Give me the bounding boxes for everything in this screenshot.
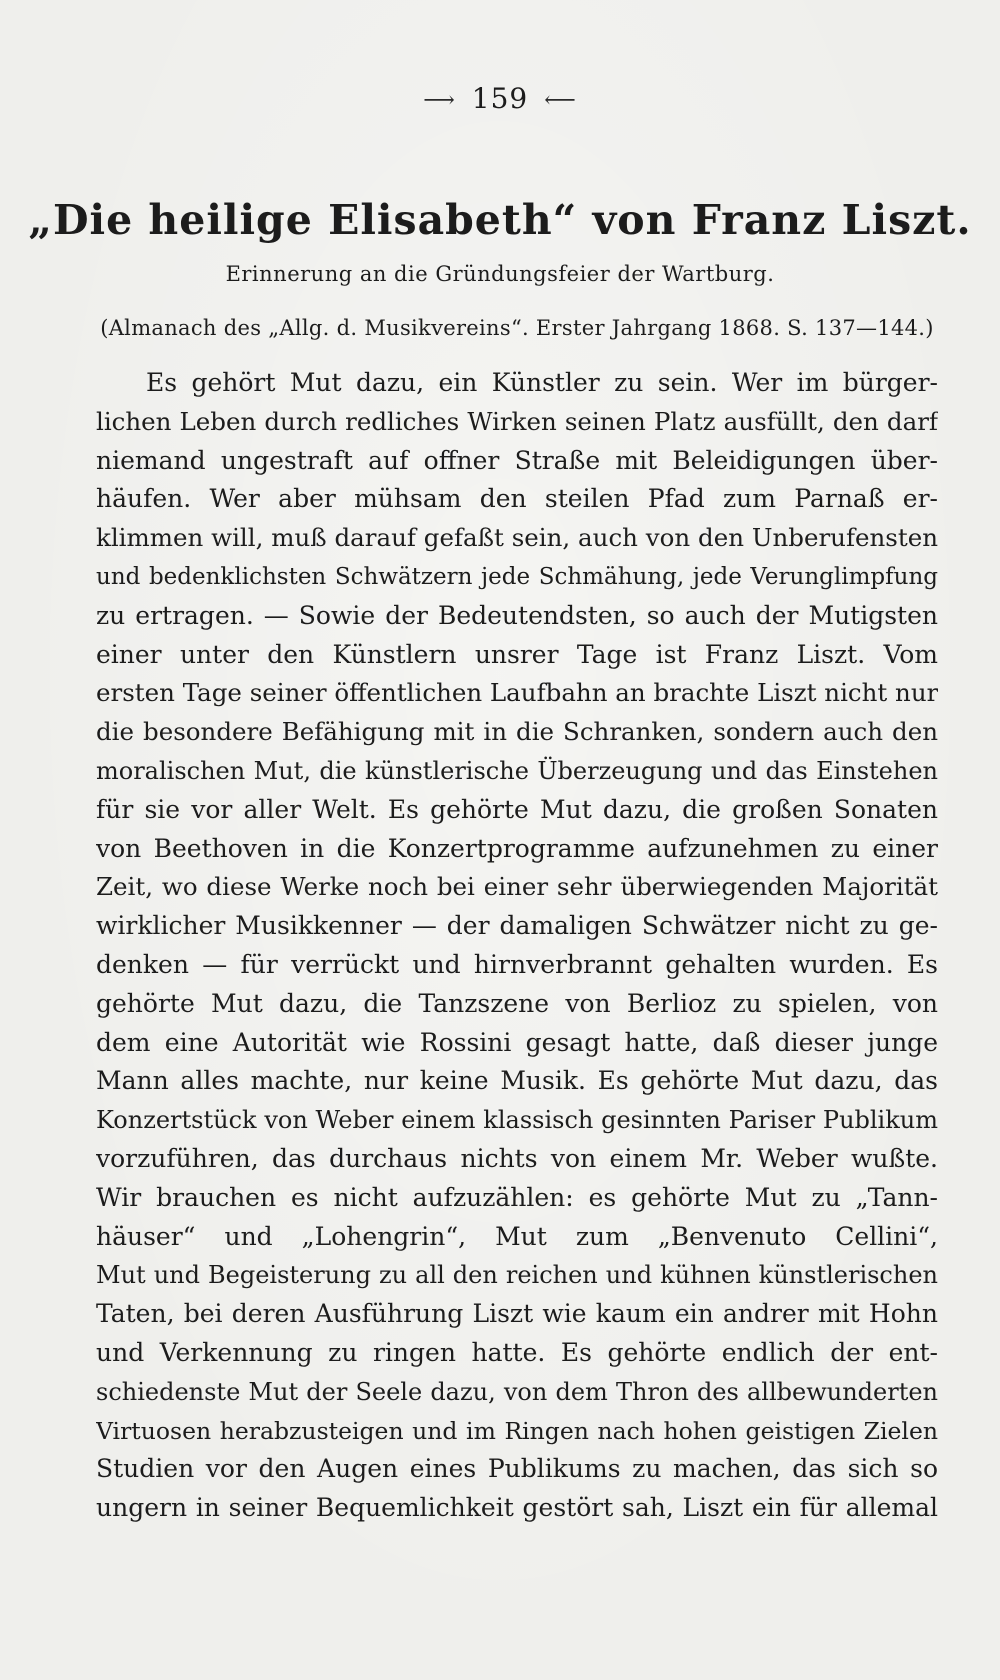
text-line: häufen. Wer aber mühsam den steilen Pfad zum Parnaß er- [96,484,938,514]
text-line: lichen Leben durch redliches Wirken seinen Platz ausfüllt, den darf [96,406,938,436]
body-text [96,364,938,1524]
text-line: Studien vor den Augen eines Publikums zu machen, das sich so [96,1454,938,1484]
text-line: Wir brauchen es nicht aufzuzählen: es gehörte Mut zu „Tann- [96,1182,938,1212]
text-line: klimmen will, muß darauf gefaßt sein, auch von den Unberufensten [96,523,938,553]
text-line: zu ertragen. — Sowie der Bedeutendsten, so auch der Mutigsten [96,600,938,630]
text-line: ersten Tage seiner öffentlichen Laufbahn an brachte Liszt nicht nur [96,678,938,708]
chapter-title: „Die heilige Elisabeth“ von Franz Liszt. [28,196,972,244]
text-line: die besondere Befähigung mit in die Schranken, sondern auch den [96,717,938,747]
page-header [0,82,1000,115]
text-line: Es gehört Mut dazu, ein Künstler zu sein. Wer im bürger- [146,368,938,397]
text-line: wirklicher Musikkenner — der damaligen Schwätzer nicht zu ge- [96,911,938,941]
text-line: Taten, bei deren Ausführung Liszt wie kaum ein andrer mit Hohn [96,1299,938,1329]
right-ornament-icon: ⟵ [544,88,577,113]
text-line: gehörte Mut dazu, die Tanzszene von Berlioz zu spielen, von [96,988,938,1018]
text-line: Virtuosen herabzusteigen und im Ringen nach hohen geistigen Zielen [96,1416,938,1445]
text-line: Konzertstück von Weber einem klassisch gesinnten Pariser Publikum [96,1106,938,1135]
text-line: dem eine Autorität wie Rossini gesagt hatte, daß dieser junge [96,1027,938,1057]
text-line: Zeit, wo diese Werke noch bei einer sehr überwiegenden Majorität [96,872,938,902]
text-line: schiedenste Mut der Seele dazu, von dem Thron des allbewunderten [96,1377,938,1406]
source-note: (Almanach des „Allg. d. Musikvereins“. Erster Jahrgang 1868. S. 137—144.) [100,316,934,340]
text-line: für sie vor aller Welt. Es gehörte Mut dazu, die großen Sonaten [96,794,938,824]
text-line: Mut und Begeisterung zu all den reichen und kühnen künstlerischen [96,1261,938,1290]
text-line: Mann alles machte, nur keine Musik. Es gehörte Mut dazu, das [96,1066,938,1096]
text-line: und Verkennung zu ringen hatte. Es gehörte endlich der ent- [96,1337,938,1367]
text-line: denken — für verrückt und hirnverbrannt gehalten wurden. Es [96,949,938,979]
text-line: und bedenklichsten Schwätzern jede Schmähung, jede Verunglimpfung [96,563,938,590]
text-line: häuser“ und „Lohengrin“, Mut zum „Benvenuto Cellini“, [96,1221,938,1251]
left-ornament-icon: ⟶ [423,88,456,113]
text-line: einer unter den Künstlern unsrer Tage ist Franz Liszt. Vom [96,639,938,669]
page-number: 159 [471,82,529,115]
text-line: ungern in seiner Bequemlichkeit gestört sah, Liszt ein für allemal [96,1493,938,1523]
text-line: vorzuführen, das durchaus nichts von einem Mr. Weber wußte. [96,1143,938,1173]
text-line: von Beethoven in die Konzertprogramme aufzunehmen zu einer [96,833,938,863]
text-line: niemand ungestraft auf offner Straße mit Beleidigungen über- [96,445,938,475]
chapter-subtitle: Erinnerung an die Gründungsfeier der Wartburg. [225,262,775,286]
text-line: moralischen Mut, die künstlerische Überzeugung und das Einstehen [96,756,938,785]
